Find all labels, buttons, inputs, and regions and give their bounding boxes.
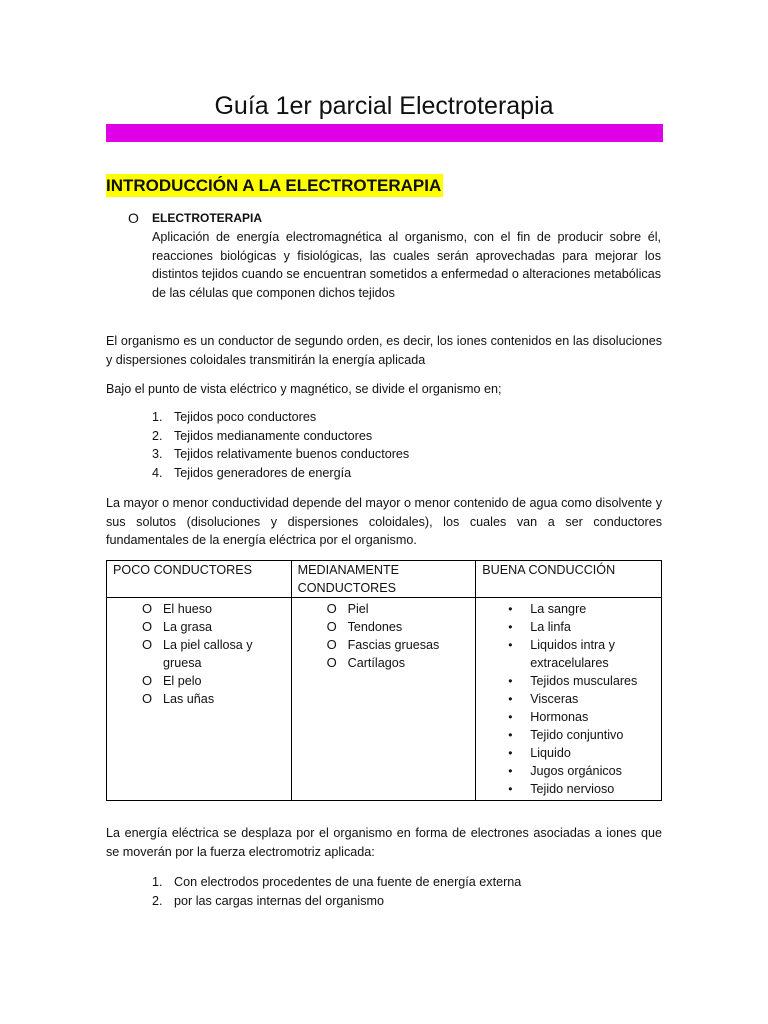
table-header-row <box>107 561 662 598</box>
solid-bullet-icon: • <box>508 602 513 616</box>
list-item: • Tejido nervioso <box>508 782 615 796</box>
list-item: O Tendones <box>326 619 403 634</box>
hollow-circle-bullet-icon: O <box>128 210 139 226</box>
list-item: • La linfa <box>508 620 571 634</box>
hollow-circle-bullet-icon: O <box>142 637 153 652</box>
list-item: O Piel <box>326 601 369 616</box>
list-item: • Tejido conjuntivo <box>508 728 624 742</box>
conductivity-table <box>106 560 662 801</box>
list-item: O Fascias gruesas <box>326 637 440 652</box>
hollow-circle-bullet-icon: O <box>326 637 337 652</box>
hollow-circle-bullet-icon: O <box>142 601 153 616</box>
list-item: O El pelo <box>142 673 202 688</box>
solid-bullet-icon: • <box>508 782 513 796</box>
list-item: O La piel callosa y gruesa <box>142 637 253 670</box>
paragraph-conductor: El organismo es un conductor de segundo orden, es decir, los iones contenidos en las disoluciones y dispersiones coloidales transmitirán la energía aplicada <box>106 334 662 367</box>
page-title: Guía 1er parcial Electroterapia <box>214 92 554 120</box>
list-item: • Liquidos intra y extracelulares <box>508 638 615 670</box>
solid-bullet-icon: • <box>508 620 513 634</box>
hollow-circle-bullet-icon: O <box>326 601 337 616</box>
definition-term: ELECTROTERAPIA <box>152 211 263 225</box>
hollow-circle-bullet-icon: O <box>142 673 153 688</box>
list-item: 2. por las cargas internas del organismo <box>152 893 385 908</box>
list-item: 1. Con electrodos procedentes de una fuente de energía externa <box>152 875 522 889</box>
definition-text: Aplicación de energía electromagnética al organismo, con el fin de producir sobre él, reacciones biológicas y fisiológicas, las cuales serán aprovechadas para mejorar los distintos tejidos cuando se encuentran sometidos a enfermedad o alteraciones metabólicas de las células que componen dichos tejidos <box>152 230 661 300</box>
list-item: • Visceras <box>508 692 579 706</box>
solid-bullet-icon: • <box>508 674 513 688</box>
list-item: • Liquido <box>508 746 571 760</box>
list-item: 4. Tejidos generadores de energía <box>152 465 352 480</box>
list-item: 3. Tejidos relativamente buenos conductores <box>152 447 410 461</box>
hollow-circle-bullet-icon: O <box>142 691 153 706</box>
cell-buena-conduccion <box>476 598 662 801</box>
tissue-list <box>148 408 409 482</box>
header-buena-conduccion: BUENA CONDUCCIÓN <box>476 561 662 598</box>
list-item: O Las uñas <box>142 691 215 706</box>
source-list <box>148 873 521 910</box>
list-item: O La grasa <box>142 619 213 634</box>
list-item: O Cartílagos <box>326 655 406 670</box>
list-item: 2. Tejidos medianamente conductores <box>152 428 373 443</box>
solid-bullet-icon: • <box>508 710 513 724</box>
table-row <box>107 598 662 801</box>
list-item: • La sangre <box>508 602 587 616</box>
cell-medianamente-conductores <box>291 598 476 801</box>
hollow-circle-bullet-icon: O <box>326 619 337 634</box>
solid-bullet-icon: • <box>508 692 513 706</box>
solid-bullet-icon: • <box>508 638 513 652</box>
section-heading: INTRODUCCIÓN A LA ELECTROTERAPIA <box>106 176 442 195</box>
paragraph-conductivity: La mayor o menor conductividad depende del mayor o menor contenido de agua como disolvente y sus solutos (disoluciones y dispersiones coloidales), los cuales van a ser conductores fundamentales de la energía eléctrica por el organismo. <box>106 496 662 547</box>
list-item: • Jugos orgánicos <box>508 764 622 778</box>
header-medianamente-conductores: MEDIANAMENTE CONDUCTORES <box>291 561 476 598</box>
list-item: O El hueso <box>142 601 213 616</box>
list-item: • Tejidos musculares <box>508 674 638 688</box>
cell-poco-conductores <box>107 598 292 801</box>
solid-bullet-icon: • <box>508 728 513 742</box>
hollow-circle-bullet-icon: O <box>142 619 153 634</box>
paragraph-division: Bajo el punto de vista eléctrico y magnético, se divide el organismo en; <box>106 382 502 396</box>
list-item: 1. Tejidos poco conductores <box>152 410 317 424</box>
title-underline-bar <box>106 124 663 142</box>
header-poco-conductores: POCO CONDUCTORES <box>107 561 292 598</box>
list-item: • Hormonas <box>508 710 589 724</box>
solid-bullet-icon: • <box>508 746 513 760</box>
solid-bullet-icon: • <box>508 764 513 778</box>
hollow-circle-bullet-icon: O <box>326 655 337 670</box>
paragraph-energy: La energía eléctrica se desplaza por el organismo en forma de electrones asociadas a iones que se moverán por la fuerza electromotriz aplicada: <box>106 826 662 859</box>
